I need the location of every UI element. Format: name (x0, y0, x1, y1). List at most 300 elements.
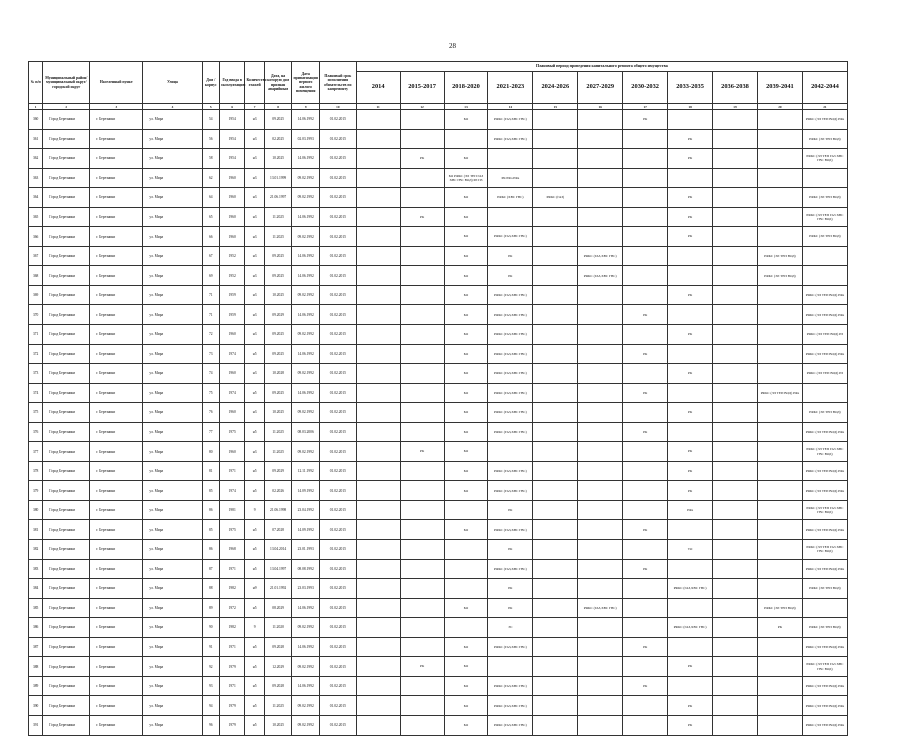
column-number: 6 (219, 104, 245, 110)
date-emergency-cell: 09.2029 (264, 461, 292, 481)
house-cell: 87 (202, 559, 219, 579)
period-cell: РФКС (ЭЛ ТЕП ВОД) РФа (802, 715, 847, 735)
period-cell: РФКС (ГАЗ,ХВС ГВС) (488, 285, 533, 305)
floors-cell: н3 (245, 325, 264, 345)
period-cell: РФКС (ЭЛ ТЕП ВОД) (802, 403, 847, 423)
period-cell: РФКС (ЭЛ ТЕП ВОД) РФа (802, 637, 847, 657)
house-cell: 65 (202, 207, 219, 227)
street-cell: ул. Мира (143, 285, 202, 305)
municipality-cell: Город Березники (43, 325, 90, 345)
period-cell (757, 227, 802, 247)
period-cell: РФКС (ГАЗ,ХВС ГВС) (488, 520, 533, 540)
street-cell: ул. Мира (143, 266, 202, 286)
period-cell (623, 188, 668, 208)
period-cell (356, 246, 400, 266)
deadline-cell: 01.02.2015 (319, 246, 356, 266)
column-number: 16 (578, 104, 623, 110)
row-number: 375 (29, 403, 43, 423)
date-emergency-cell: 11.2020 (264, 618, 292, 638)
floors-cell: н3 (245, 285, 264, 305)
period-cell (578, 207, 623, 227)
period-cell (356, 110, 400, 130)
date-emergency-cell: 11.2025 (264, 227, 292, 247)
period-cell (713, 637, 758, 657)
street-cell: ул. Мира (143, 657, 202, 677)
period-cell (578, 149, 623, 169)
municipality-cell: Город Березники (43, 383, 90, 403)
settlement-cell: г. Березники (90, 207, 143, 227)
period-cell (356, 168, 400, 188)
period-cell: БО (444, 637, 488, 657)
period-cell (578, 696, 623, 716)
period-cell (713, 383, 758, 403)
date-emergency-cell: 09.2028 (264, 676, 292, 696)
municipality-cell: Город Березники (43, 266, 90, 286)
period-cell (578, 383, 623, 403)
street-cell: ул. Мира (143, 246, 202, 266)
period-cell (757, 500, 802, 520)
street-cell: ул. Мира (143, 403, 202, 423)
period-cell: РФКС (ЭЛ ТЕП ВОД) РФа (802, 285, 847, 305)
settlement-cell: г. Березники (90, 520, 143, 540)
period-cell (713, 285, 758, 305)
period-cell (713, 500, 758, 520)
period-cell (400, 325, 444, 345)
floors-cell: н5 (245, 715, 264, 735)
period-cell (713, 657, 758, 677)
privatization-date-cell: 09.02.1992 (292, 285, 320, 305)
row-number: 384 (29, 579, 43, 599)
deadline-cell: 01.02.2015 (319, 403, 356, 423)
settlement-cell: г. Березники (90, 540, 143, 560)
period-cell (713, 559, 758, 579)
column-number: 9 (292, 104, 320, 110)
period-cell (757, 305, 802, 325)
period-cell (400, 403, 444, 423)
period-cell: РФКС (ЭЛ ТЕП ГАЗ ХВС ГВС ВОД) (802, 540, 847, 560)
period-cell (668, 520, 713, 540)
period-cell (578, 227, 623, 247)
period-cell (400, 598, 444, 618)
table-row (29, 110, 848, 130)
period-cell: РФКС (ГАЗ,ХВС ГВС) (488, 129, 533, 149)
header-floors: Количество этажей (245, 62, 264, 104)
period-cell (400, 246, 444, 266)
street-cell: ул. Мира (143, 637, 202, 657)
period-cell: РК (400, 149, 444, 169)
page-number: 28 (449, 42, 456, 50)
period-cell (356, 442, 400, 462)
period-cell: РФКС (ЭЛ ТЕП ВОД) РФа (802, 520, 847, 540)
period-cell: РФКС (ЭЛ ТЕП ВОД) (802, 188, 847, 208)
period-cell (533, 246, 578, 266)
built-year-cell: 1974 (219, 481, 245, 501)
floors-cell: н9 (245, 579, 264, 599)
street-cell: ул. Мира (143, 540, 202, 560)
deadline-cell: 01.02.2015 (319, 188, 356, 208)
period-cell (623, 325, 668, 345)
period-cell (533, 540, 578, 560)
date-emergency-cell: 11.2025 (264, 422, 292, 442)
house-cell: 85 (202, 481, 219, 501)
settlement-cell: г. Березники (90, 579, 143, 599)
built-year-cell: 1971 (219, 461, 245, 481)
deadline-cell: 01.02.2015 (319, 110, 356, 130)
period-cell: БО (444, 285, 488, 305)
house-cell: 64 (202, 188, 219, 208)
municipality-cell: Город Березники (43, 227, 90, 247)
period-cell (356, 540, 400, 560)
column-number: 12 (400, 104, 444, 110)
floors-cell: н3 (245, 168, 264, 188)
built-year-cell: 1952 (219, 246, 245, 266)
house-cell: 67 (202, 246, 219, 266)
period-cell (757, 188, 802, 208)
street-cell: ул. Мира (143, 422, 202, 442)
street-cell: ул. Мира (143, 168, 202, 188)
date-emergency-cell: 09.2025 (264, 344, 292, 364)
municipality-cell: Город Березники (43, 422, 90, 442)
built-year-cell: 1975 (219, 422, 245, 442)
period-cell (533, 520, 578, 540)
period-cell (578, 461, 623, 481)
settlement-cell: г. Березники (90, 481, 143, 501)
period-cell (802, 383, 847, 403)
floors-cell: н5 (245, 422, 264, 442)
period-cell (400, 305, 444, 325)
deadline-cell: 01.02.2015 (319, 637, 356, 657)
municipality-cell: Город Березники (43, 618, 90, 638)
street-cell: ул. Мира (143, 207, 202, 227)
period-cell (623, 500, 668, 520)
date-emergency-cell: 13.04.2014 (264, 540, 292, 560)
deadline-cell: 01.02.2015 (319, 305, 356, 325)
header-year: 2027-2029 (578, 72, 623, 104)
house-cell: 86 (202, 540, 219, 560)
privatization-date-cell: 12.11.1992 (292, 461, 320, 481)
period-cell: РФКС (ГАЗ,ХВС ГВС) (488, 676, 533, 696)
settlement-cell: г. Березники (90, 266, 143, 286)
period-cell (578, 188, 623, 208)
settlement-cell: г. Березники (90, 442, 143, 462)
period-cell: РФКС (ЭЛ ТЕП ВОД) РФа (802, 461, 847, 481)
period-cell (356, 305, 400, 325)
period-cell (713, 266, 758, 286)
header-deadline: Плановый срок исполнения обязательств по капремонту (319, 62, 356, 104)
street-cell: ул. Мира (143, 715, 202, 735)
table-row (29, 305, 848, 325)
period-cell: РФКС (ГАЗ,ХВС ГВС) (488, 422, 533, 442)
column-number: 3 (90, 104, 143, 110)
period-cell (400, 618, 444, 638)
period-cell (713, 305, 758, 325)
period-cell: ТО (668, 540, 713, 560)
period-cell: РФКС (ГАЗ,ХВС ГВС) (488, 481, 533, 501)
floors-cell: н5 (245, 637, 264, 657)
settlement-cell: г. Березники (90, 618, 143, 638)
column-number: 20 (757, 104, 802, 110)
floors-cell: н3 (245, 403, 264, 423)
built-year-cell: 1952 (219, 266, 245, 286)
deadline-cell: 01.02.2015 (319, 149, 356, 169)
period-cell (356, 481, 400, 501)
period-cell (356, 188, 400, 208)
settlement-cell: г. Березники (90, 696, 143, 716)
privatization-date-cell: 09.02.1992 (292, 657, 320, 677)
column-number: 17 (623, 104, 668, 110)
period-cell (533, 403, 578, 423)
period-cell: РК (668, 207, 713, 227)
date-emergency-cell: 13.01.1999 (264, 168, 292, 188)
floors-cell: н5 (245, 657, 264, 677)
period-cell: БО (444, 657, 488, 677)
period-cell (578, 637, 623, 657)
municipality-cell: Город Березники (43, 540, 90, 560)
period-cell (713, 227, 758, 247)
floors-cell: н3 (245, 246, 264, 266)
period-cell (757, 129, 802, 149)
table-row (29, 715, 848, 735)
period-cell (488, 657, 533, 677)
privatization-date-cell: 09.02.1992 (292, 227, 320, 247)
period-cell: РК (623, 559, 668, 579)
period-cell (668, 168, 713, 188)
floors-cell: н3 (245, 227, 264, 247)
period-cell: РК (668, 364, 713, 384)
floors-cell: н3 (245, 207, 264, 227)
floors-cell: н5 (245, 696, 264, 716)
period-cell: РФКС (ЭЛ ТЕП ВОД) (802, 227, 847, 247)
date-emergency-cell: 10.2025 (264, 403, 292, 423)
period-cell (623, 403, 668, 423)
period-cell (400, 227, 444, 247)
period-cell (623, 168, 668, 188)
period-cell (533, 461, 578, 481)
period-cell (578, 305, 623, 325)
period-cell: РФКС (ГАЗ,ХВС ГВС) (488, 305, 533, 325)
period-cell (488, 207, 533, 227)
period-cell (713, 149, 758, 169)
period-cell (713, 188, 758, 208)
row-number: 371 (29, 325, 43, 345)
period-cell (533, 657, 578, 677)
period-cell (488, 149, 533, 169)
period-cell (400, 520, 444, 540)
period-cell (444, 129, 488, 149)
deadline-cell: 01.02.2015 (319, 598, 356, 618)
row-number: 387 (29, 637, 43, 657)
floors-cell: н3 (245, 305, 264, 325)
period-cell (400, 637, 444, 657)
deadline-cell: 01.02.2015 (319, 168, 356, 188)
period-cell (356, 227, 400, 247)
period-cell: РФКС (ГАЗ,ХВС ГВС) (488, 715, 533, 735)
column-number: 7 (245, 104, 264, 110)
header-year: 2033-2035 (668, 72, 713, 104)
period-cell: РФКС (ЭЛ ТЕП ВОД) РФа (802, 676, 847, 696)
period-cell (668, 559, 713, 579)
built-year-cell: 1960 (219, 227, 245, 247)
privatization-date-cell: 14.09.1992 (292, 481, 320, 501)
period-cell (623, 246, 668, 266)
period-cell (668, 305, 713, 325)
period-cell (578, 168, 623, 188)
floors-cell: н5 (245, 598, 264, 618)
settlement-cell: г. Березники (90, 383, 143, 403)
period-cell: РК (668, 149, 713, 169)
privatization-date-cell: 14.06.1992 (292, 676, 320, 696)
built-year-cell: 1968 (219, 540, 245, 560)
period-cell: РФКС (ЭЛ ТЕП ВОД) РФа (802, 305, 847, 325)
privatization-date-cell: 14.06.1992 (292, 246, 320, 266)
period-cell (533, 285, 578, 305)
floors-cell: н5 (245, 559, 264, 579)
header-year: 2021-2023 (488, 72, 533, 104)
deadline-cell: 01.02.2015 (319, 618, 356, 638)
built-year-cell: 1959 (219, 305, 245, 325)
street-cell: ул. Мира (143, 227, 202, 247)
house-cell: 92 (202, 657, 219, 677)
settlement-cell: г. Березники (90, 403, 143, 423)
header-privatization-date: Дата приватизации первого жилого помещения (292, 62, 320, 104)
municipality-cell: Город Березники (43, 344, 90, 364)
period-cell (802, 598, 847, 618)
period-cell: РК (668, 325, 713, 345)
built-year-cell: 1981 (219, 500, 245, 520)
period-cell: РК (668, 442, 713, 462)
privatization-date-cell: 09.02.1992 (292, 442, 320, 462)
row-number: 362 (29, 149, 43, 169)
header-year: 2015-2017 (400, 72, 444, 104)
municipality-cell: Город Березники (43, 481, 90, 501)
date-emergency-cell: 10.2028 (264, 364, 292, 384)
date-emergency-cell: 09.2028 (264, 637, 292, 657)
column-number: 13 (444, 104, 488, 110)
privatization-date-cell: 23.03.1993 (292, 579, 320, 599)
table-row (29, 227, 848, 247)
privatization-date-cell: 14.06.1992 (292, 207, 320, 227)
period-cell: РК (668, 285, 713, 305)
house-cell: 80 (202, 442, 219, 462)
period-cell (578, 364, 623, 384)
period-cell (356, 344, 400, 364)
deadline-cell: 01.02.2015 (319, 481, 356, 501)
period-cell (713, 110, 758, 130)
period-cell (757, 325, 802, 345)
house-cell: 71 (202, 305, 219, 325)
street-cell: ул. Мира (143, 461, 202, 481)
period-cell: РК (488, 540, 533, 560)
house-cell: 58 (202, 149, 219, 169)
deadline-cell: 01.02.2015 (319, 520, 356, 540)
period-cell: БО (444, 461, 488, 481)
period-cell (713, 207, 758, 227)
period-cell (444, 579, 488, 599)
period-cell: БО (444, 227, 488, 247)
settlement-cell: г. Березники (90, 364, 143, 384)
period-cell (400, 715, 444, 735)
period-cell: БО (444, 715, 488, 735)
period-cell: РК (623, 383, 668, 403)
period-cell: РК (400, 207, 444, 227)
street-cell: ул. Мира (143, 442, 202, 462)
privatization-date-cell: 09.02.1992 (292, 618, 320, 638)
header-planned-period: Плановый период проведения капитального ремонта общего имущества (356, 62, 847, 72)
column-number: 18 (668, 104, 713, 110)
period-cell: РК (623, 520, 668, 540)
date-emergency-cell: 07.2028 (264, 520, 292, 540)
period-cell (757, 715, 802, 735)
municipality-cell: Город Березники (43, 637, 90, 657)
period-cell (400, 422, 444, 442)
period-cell: РФКС (ЭЛ ТЕП ВОД) (757, 266, 802, 286)
period-cell (533, 676, 578, 696)
period-cell: РК (623, 637, 668, 657)
floors-cell: н3 (245, 110, 264, 130)
period-cell: РФКС (ЭЛ ТЕП ГАЗ ХВС ГВС ВОД) (802, 149, 847, 169)
period-cell (713, 481, 758, 501)
municipality-cell: Город Березники (43, 188, 90, 208)
deadline-cell: 01.02.2015 (319, 579, 356, 599)
house-cell: 91 (202, 637, 219, 657)
period-cell: РК (400, 657, 444, 677)
house-cell: 72 (202, 325, 219, 345)
date-emergency-cell: 21.06.1998 (264, 500, 292, 520)
period-cell (578, 481, 623, 501)
period-cell: РК (668, 715, 713, 735)
built-year-cell: 1974 (219, 344, 245, 364)
period-cell (356, 500, 400, 520)
period-cell (400, 266, 444, 286)
period-cell: БО (444, 442, 488, 462)
built-year-cell: 1960 (219, 403, 245, 423)
period-cell (623, 266, 668, 286)
period-cell (578, 618, 623, 638)
header-year: 2014 (356, 72, 400, 104)
period-cell (356, 715, 400, 735)
deadline-cell: 01.02.2015 (319, 207, 356, 227)
period-cell (713, 520, 758, 540)
privatization-date-cell: 23.01.1993 (292, 540, 320, 560)
house-cell: 90 (202, 618, 219, 638)
period-cell (713, 344, 758, 364)
floors-cell: н5 (245, 676, 264, 696)
column-number: 11 (356, 104, 400, 110)
period-cell (757, 481, 802, 501)
period-cell (533, 598, 578, 618)
deadline-cell: 01.02.2015 (319, 715, 356, 735)
settlement-cell: г. Березники (90, 657, 143, 677)
period-cell (533, 149, 578, 169)
period-cell (757, 364, 802, 384)
street-cell: ул. Мира (143, 364, 202, 384)
period-cell (578, 325, 623, 345)
period-cell (623, 461, 668, 481)
row-number: 365 (29, 207, 43, 227)
street-cell: ул. Мира (143, 149, 202, 169)
period-cell: РФКС (ГАЗ,ХВС ГВС) (488, 637, 533, 657)
privatization-date-cell: 14.06.1992 (292, 110, 320, 130)
period-cell (578, 500, 623, 520)
period-cell (533, 442, 578, 462)
date-emergency-cell: 11.2025 (264, 207, 292, 227)
table-row (29, 442, 848, 462)
row-number: 382 (29, 540, 43, 560)
settlement-cell: г. Березники (90, 676, 143, 696)
street-cell: ул. Мира (143, 129, 202, 149)
column-number: 10 (319, 104, 356, 110)
municipality-cell: Город Березники (43, 520, 90, 540)
